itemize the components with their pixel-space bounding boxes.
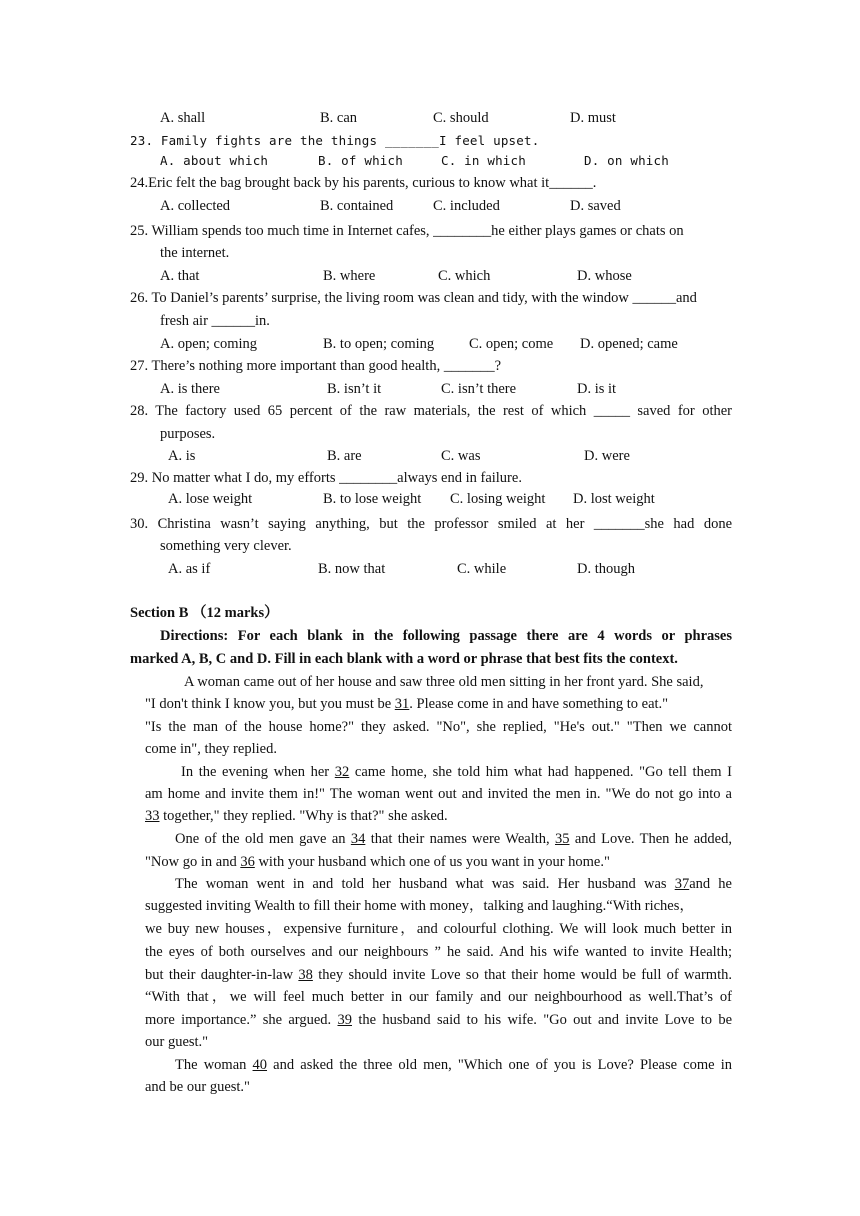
text: "I don't think I know you, but you must be — [145, 696, 395, 712]
passage-line: suggested inviting Wealth to fill their home with money，talking and laughing.“With riches， — [145, 898, 694, 914]
passage-line: A woman came out of her house and saw three old men sitting in her front yard. She said, — [184, 674, 704, 690]
passage-line — [145, 853, 610, 871]
question-stem-line2: fresh air ______in. — [160, 313, 270, 329]
passage-line — [181, 763, 732, 781]
option-a: A. collected — [160, 198, 231, 214]
blank-39: 39 — [337, 1012, 352, 1028]
text: they should invite Love so that their home would be full of warmth. — [312, 967, 732, 983]
option-d: D. opened; came — [580, 336, 678, 352]
passage-line — [175, 875, 732, 893]
text: that their names were Wealth, — [365, 831, 555, 847]
option-b: B. contained — [320, 198, 394, 214]
text: and he — [689, 876, 732, 892]
passage-line: we buy new houses，expensive furniture，and colourful clothing. We will look much better in — [145, 921, 732, 937]
option-d: D. lost weight — [573, 491, 655, 507]
option-c: C. in which — [441, 153, 526, 168]
option-b: B. to lose weight — [323, 491, 422, 507]
blank-35: 35 — [554, 831, 570, 847]
directions-line2: marked A, B, C and D. Fill in each blank with a word or phrase that best fits the context. — [130, 651, 678, 667]
blank-31: 31 — [394, 696, 410, 712]
question-stem-line2: purposes. — [160, 426, 216, 442]
passage-line: our guest." — [145, 1034, 209, 1050]
option-d: D. though — [577, 561, 635, 577]
option-c: C. was — [441, 448, 481, 464]
option-a: A. is there — [160, 381, 220, 397]
question-stem-line2: something very clever. — [160, 538, 292, 554]
question-stem-line1: 30. Christina wasn’t saying anything, but the professor smiled at her _______she had done — [130, 516, 732, 532]
question-stem-line2: the internet. — [160, 245, 230, 261]
option-d: D. whose — [577, 268, 632, 284]
text: and asked the three old men, "Which one of you is Love? Please come in — [267, 1057, 732, 1073]
option-b: B. of which — [318, 153, 403, 168]
option-b: B. now that — [318, 561, 386, 577]
option-c: C. isn’t there — [441, 381, 517, 397]
option-a: A. lose weight — [168, 491, 253, 507]
option-d: D. on which — [584, 153, 669, 168]
option-d: D. is it — [577, 381, 617, 397]
passage-line: am home and invite them in!" The woman went out and invited the men in. "We do not go into a — [145, 786, 732, 802]
text: came home, she told him what had happened. "Go tell them I — [349, 764, 733, 780]
option-c: C. should — [433, 110, 489, 126]
blank-33: 33 — [145, 808, 160, 824]
passage-line: come in", they replied. — [145, 741, 277, 757]
text: One of the old men gave an — [175, 831, 351, 847]
option-a: A. open; coming — [160, 336, 258, 352]
question-stem-line1: 26. To Daniel’s parents’ surprise, the living room was clean and tidy, with the window ______and — [130, 290, 697, 306]
text: The woman — [175, 1057, 253, 1073]
question-stem-line1: 28. The factory used 65 percent of the raw materials, the rest of which _____ saved for other — [130, 403, 732, 419]
option-a: A. is — [168, 448, 196, 464]
question-stem: 27. There’s nothing more important than good health, _______? — [130, 358, 502, 374]
option-a: A. shall — [160, 110, 206, 126]
option-b: B. isn’t it — [327, 381, 382, 397]
blank-36: 36 — [240, 854, 255, 870]
text: The woman went in and told her husband what was said. Her husband was — [175, 876, 675, 892]
directions-line1: Directions: For each blank in the following passage there are 4 words or phrases — [160, 628, 732, 644]
text: "Now go in and — [145, 854, 241, 870]
question-stem: 29. No matter what I do, my efforts ________always end in failure. — [130, 470, 522, 486]
option-d: D. saved — [570, 198, 621, 214]
option-b: B. where — [323, 268, 376, 284]
text: but their daughter-in-law — [145, 967, 299, 983]
text: In the evening when her — [181, 764, 335, 780]
text: and Love. Then he added, — [569, 831, 732, 847]
passage-line — [145, 807, 448, 825]
option-c: C. which — [438, 268, 491, 284]
question-stem: 24.Eric felt the bag brought back by his parents, curious to know what it______. — [130, 175, 597, 191]
blank-38: 38 — [298, 967, 313, 983]
blank-32: 32 — [334, 764, 350, 780]
blank-34: 34 — [350, 831, 366, 847]
section-heading: Section B （12 marks） — [130, 605, 279, 621]
option-c: C. while — [457, 561, 507, 577]
option-b: B. to open; coming — [323, 336, 435, 352]
option-c: C. open; come — [469, 336, 554, 352]
option-b: B. are — [327, 448, 362, 464]
question-stem-line1: 25. William spends too much time in Internet cafes, ________he either plays games or chats on — [130, 223, 684, 239]
passage-line — [175, 830, 732, 848]
text: the husband said to his wife. "Go out and invite Love to be — [352, 1012, 733, 1028]
passage-line: the eyes of both ourselves and our neighbours ” he said. And his wife wanted to invite Health; — [145, 944, 732, 960]
passage-line: “With that，we will feel much better in our family and our neighbourhood as well.That’s of — [145, 989, 732, 1005]
question-stem: 23. Family fights are the things _______I feel upset. — [130, 133, 540, 148]
passage-line — [145, 1011, 732, 1029]
option-a: A. about which — [160, 153, 269, 168]
passage-line: and be our guest." — [145, 1079, 250, 1095]
option-d: D. must — [570, 110, 616, 126]
text: together," they replied. "Why is that?" she asked. — [159, 808, 448, 824]
option-c: C. included — [433, 198, 500, 214]
text: . Please come in and have something to eat." — [409, 696, 669, 712]
option-c: C. losing weight — [450, 491, 546, 507]
passage-line — [145, 966, 732, 984]
passage-line: "Is the man of the house home?" they asked. "No", she replied, "He's out." "Then we cannot — [145, 719, 732, 735]
option-b: B. can — [320, 110, 358, 126]
option-a: A. as if — [168, 561, 211, 577]
option-a: A. that — [160, 268, 200, 284]
blank-40: 40 — [252, 1057, 268, 1073]
passage-line — [145, 695, 668, 713]
blank-37: 37 — [674, 876, 690, 892]
passage-line — [175, 1056, 732, 1074]
text: with your husband which one of us you want in your home." — [254, 854, 610, 870]
text: more importance.” she argued. — [145, 1012, 338, 1028]
option-d: D. were — [584, 448, 630, 464]
